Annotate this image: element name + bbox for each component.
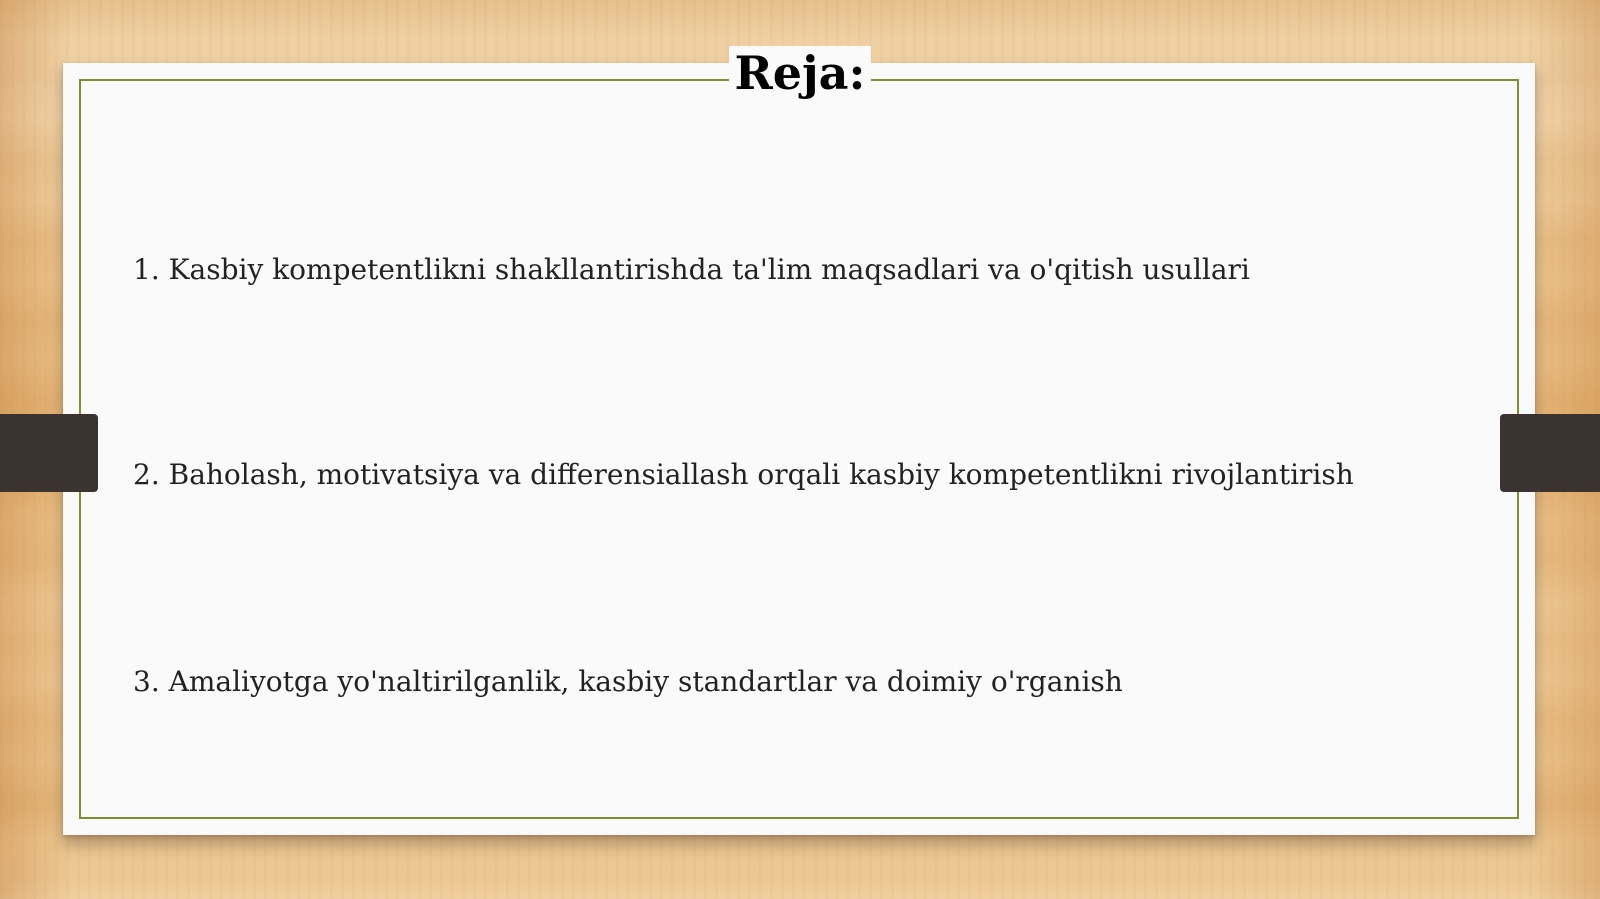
slide-title-text: Reja: <box>729 46 872 100</box>
plan-item-1: 1. Kasbiy kompetentlikni shakllantirishda ta'lim maqsadlari va o'qitish usullari <box>133 253 1250 286</box>
slide-title <box>0 44 1600 102</box>
plan-item-2: 2. Baholash, motivatsiya va differensiallash orqali kasbiy kompetentlikni rivojlantirish <box>133 458 1354 491</box>
right-binder-tab <box>1500 414 1600 492</box>
slide-frame <box>79 79 1519 819</box>
left-binder-tab <box>0 414 98 492</box>
plan-item-3: 3. Amaliyotga yo'naltirilganlik, kasbiy standartlar va doimiy o'rganish <box>133 665 1123 698</box>
slide-paper <box>63 63 1535 835</box>
